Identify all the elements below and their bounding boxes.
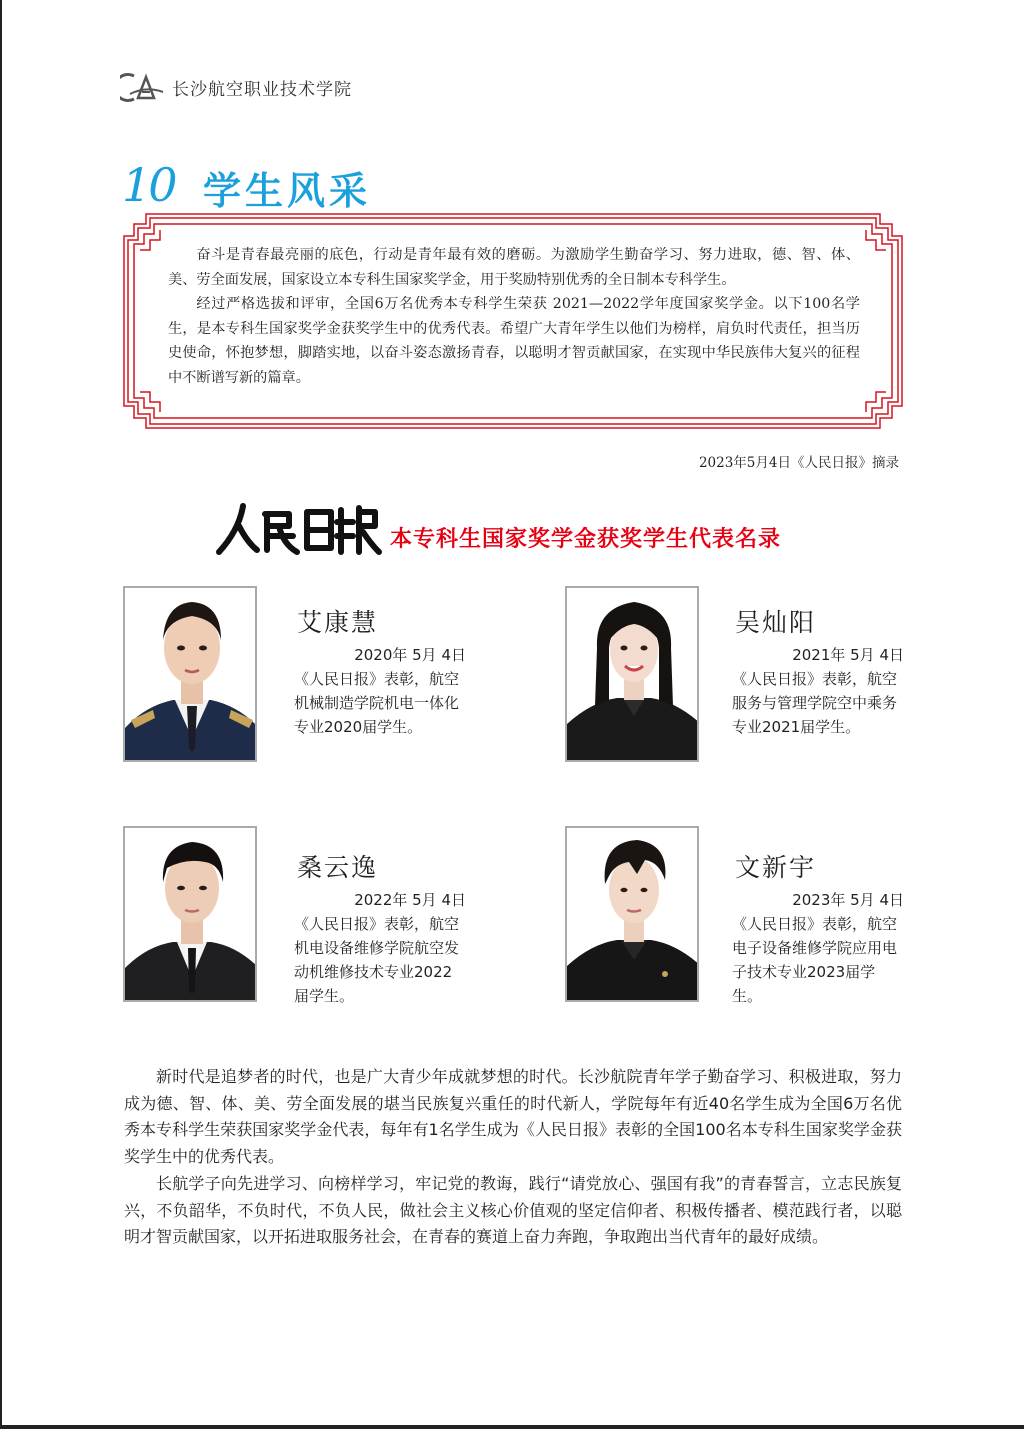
award-date: 2023年 5月 4日	[792, 891, 904, 909]
student-desc	[732, 643, 904, 739]
section-title: 学生风采	[203, 169, 372, 213]
school-name: 长沙航空职业技术学院	[172, 79, 352, 100]
award-text: 《人民日报》表彰，航空服务与管理学院空中乘务专业2021届学生。	[732, 670, 898, 736]
student-name: 艾康慧	[297, 608, 379, 637]
student-desc	[294, 888, 466, 1008]
peoples-daily-masthead-logo	[213, 500, 383, 560]
school-logo-icon	[120, 72, 164, 102]
student-desc	[732, 888, 904, 1008]
student-photo	[123, 826, 257, 1002]
award-date: 2022年 5月 4日	[354, 891, 466, 909]
intro-paragraph: 奋斗是青春最亮丽的底色，行动是青年最有效的磨砺。为激励学生勤奋学习、努力进取，德、智、体、美、劳全面发展，国家设立本专科生国家奖学金，用于奖励特别优秀的全日制本专科学生。	[168, 247, 860, 288]
page-edge-left	[0, 0, 2, 1429]
award-text: 《人民日报》表彰，航空机电设备维修学院航空发动机维修技术专业2022届学生。	[294, 915, 460, 1005]
award-text: 《人民日报》表彰，航空电子设备维修学院应用电子技术专业2023届学生。	[732, 915, 898, 1005]
student-photo	[565, 826, 699, 1002]
intro-text	[168, 243, 860, 390]
award-date: 2020年 5月 4日	[354, 646, 466, 664]
student-photo	[565, 586, 699, 762]
award-date: 2021年 5月 4日	[792, 646, 904, 664]
student-desc	[294, 643, 466, 739]
student-name: 吴灿阳	[735, 608, 817, 637]
section-number: 10	[122, 158, 175, 212]
student-name: 桑云逸	[297, 853, 379, 882]
award-text: 《人民日报》表彰，航空机械制造学院机电一体化专业2020届学生。	[294, 670, 460, 736]
student-name: 文新宇	[735, 853, 817, 882]
source-citation: 2023年5月4日《人民日报》摘录	[698, 455, 899, 471]
intro-paragraph: 经过严格选拔和评审，全国6万名优秀本专科学生荣获 2021—2022学年度国家奖学金。以下100名学生，是本专科生国家奖学金获奖学生中的优秀代表。希望广大青年学生以他们为榜样，肩负时代责任，担当历史使命，怀抱梦想，脚踏实地，以奋斗姿态激扬青春，以聪明才智贡献国家，在实现中华民族伟大复兴的征程中不断谱写新的篇章。	[168, 296, 860, 386]
banner-title: 本专科生国家奖学金获奖学生代表名录	[390, 527, 782, 552]
page-header	[120, 70, 352, 104]
body-paragraph: 长航学子向先进学习、向榜样学习，牢记党的教诲，践行“请党放心、强国有我”的青春誓言，立志民族复兴，不负韶华，不负时代，不负人民，做社会主义核心价值观的坚定信仰者、积极传播者、模范践行者，以聪明才智贡献国家，以开拓进取服务社会，在青春的赛道上奋力奔跑，争取跑出当代青年的最好成绩。	[124, 1173, 902, 1247]
body-text	[124, 1064, 902, 1251]
student-photo	[123, 586, 257, 762]
body-paragraph: 新时代是追梦者的时代，也是广大青少年成就梦想的时代。长沙航院青年学子勤奋学习、积极进取，努力成为德、智、体、美、劳全面发展的堪当民族复兴重任的时代新人，学院每年有近40名学生成为全国6万名优秀本专科学生荣获国家奖学金代表，每年有1名学生成为《人民日报》表彰的全国100名本专科生国家奖学金获奖学生中的优秀代表。	[124, 1067, 902, 1167]
page-edge-bottom	[0, 1425, 1024, 1429]
